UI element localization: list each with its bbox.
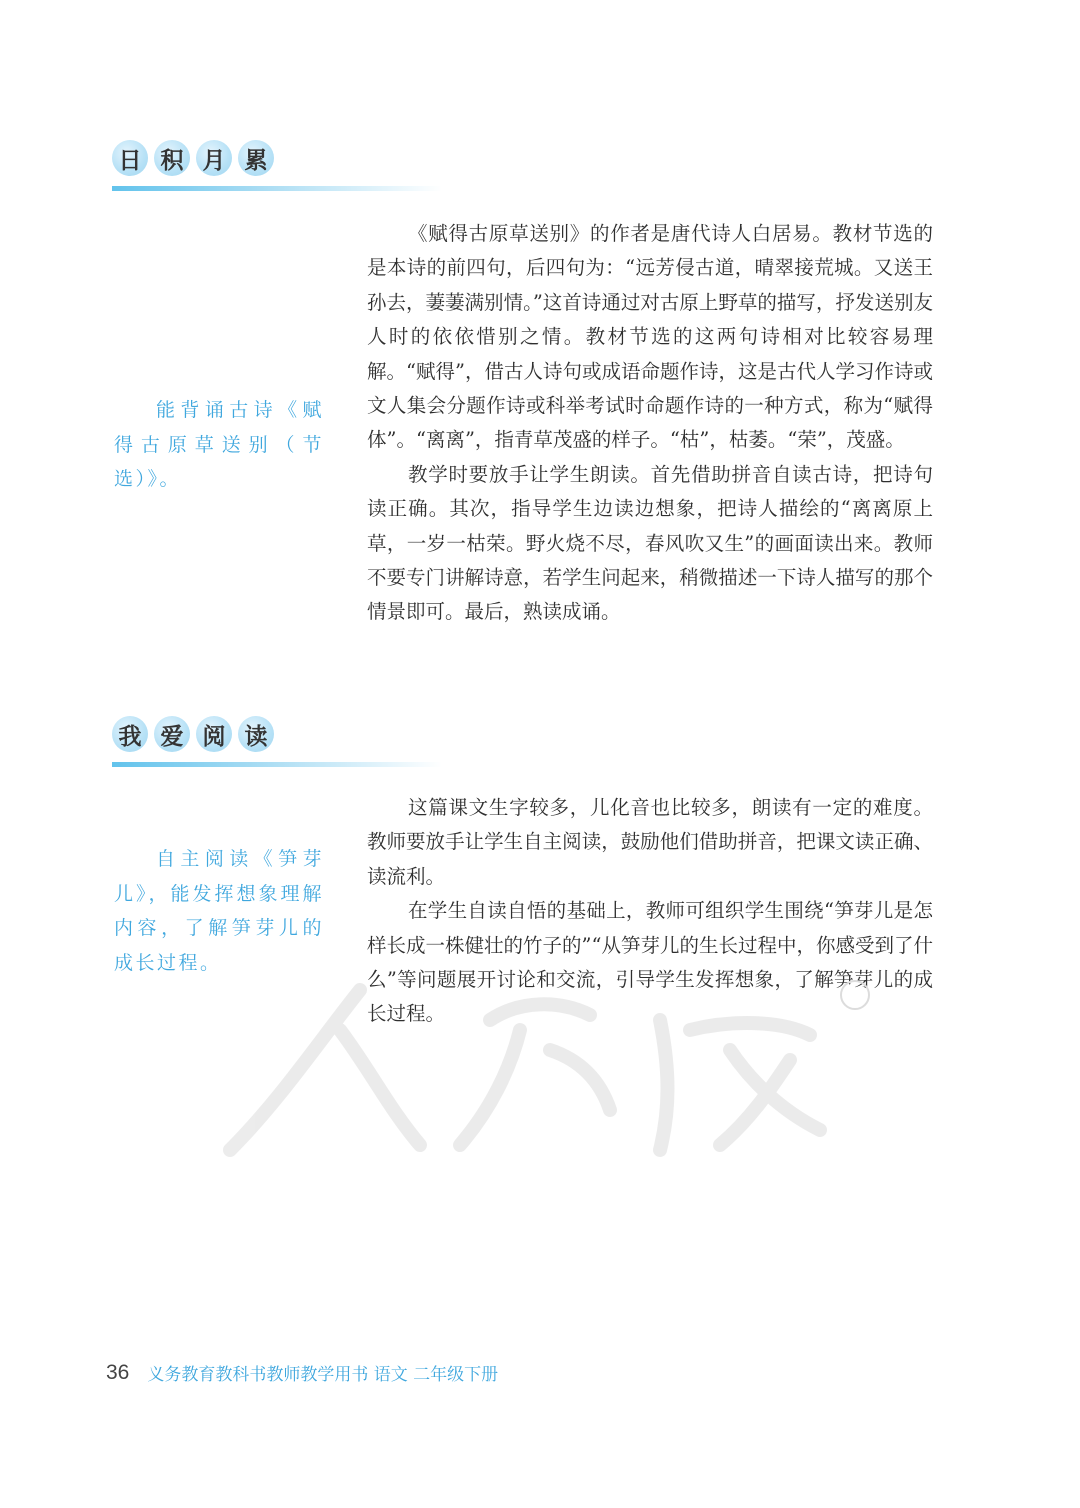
section-header-reading <box>112 716 442 776</box>
section-divider <box>112 762 442 767</box>
body-paragraph: 这篇课文生字较多，儿化音也比较多，朗读有一定的难度。教师要放手让学生自主阅读，鼓励他们借助拼音，把课文读正确、读流利。 <box>367 796 933 888</box>
page-number: 36 <box>106 1360 130 1384</box>
section-title-accumulation <box>112 140 274 176</box>
header-char: 累 <box>238 140 274 176</box>
section-body-accumulation <box>367 217 933 630</box>
section-title-reading <box>112 716 274 752</box>
header-char: 日 <box>112 140 148 176</box>
header-char: 积 <box>154 140 190 176</box>
body-paragraph: 《赋得古原草送别》的作者是唐代诗人白居易。教材节选的是本诗的前四句，后四句为：“远芳侵古道，晴翠接荒城。又送王孙去，萋萋满别情。”这首诗通过对古原上野草的描写，抒发送别友人时的依依惜别之情。教材节选的这两句诗相对比较容易理解。“赋得”，借古人诗句或成语命题作诗，这是古代人学习作诗或文人集会分题作诗或科举考试时命题作诗的一种方式，称为“赋得体”。“离离”，指青草茂盛的样子。“枯”，枯萎。“荣”，茂盛。 <box>367 222 933 452</box>
page-footer <box>106 1360 498 1385</box>
body-paragraph: 在学生自读自悟的基础上，教师可组织学生围绕“笋芽儿是怎样长成一株健壮的竹子的”“从笋芽儿的生长过程中，你感受到了什么”等问题展开讨论和交流，引导学生发挥想象，了解笋芽儿的成长过程。 <box>367 899 933 1026</box>
section-divider <box>112 186 442 191</box>
header-char: 爱 <box>154 716 190 752</box>
header-char: 月 <box>196 140 232 176</box>
side-note-objective-2: 自主阅读《笋芽儿》，能发挥想象理解内容，了解笋芽儿的成长过程。 <box>114 848 324 974</box>
body-paragraph: 教学时要放手让学生朗读。首先借助拼音自读古诗，把诗句读正确。其次，指导学生边读边想象，把诗人描绘的“离离原上草，一岁一枯荣。野火烧不尽，春风吹又生”的画面读出来。教师不要专门讲解诗意，若学生问起来，稍微描述一下诗人描写的那个情景即可。最后，熟读成诵。 <box>367 462 933 624</box>
book-title: 义务教育教科书教师教学用书 语文 二年级下册 <box>147 1365 499 1385</box>
side-note-objective-1: 能背诵古诗《赋得古原草送别（节选）》。 <box>114 399 324 490</box>
section-header-accumulation <box>112 140 442 200</box>
section-body-reading <box>367 791 933 1032</box>
header-char: 读 <box>238 716 274 752</box>
header-char: 我 <box>112 716 148 752</box>
header-char: 阅 <box>196 716 232 752</box>
